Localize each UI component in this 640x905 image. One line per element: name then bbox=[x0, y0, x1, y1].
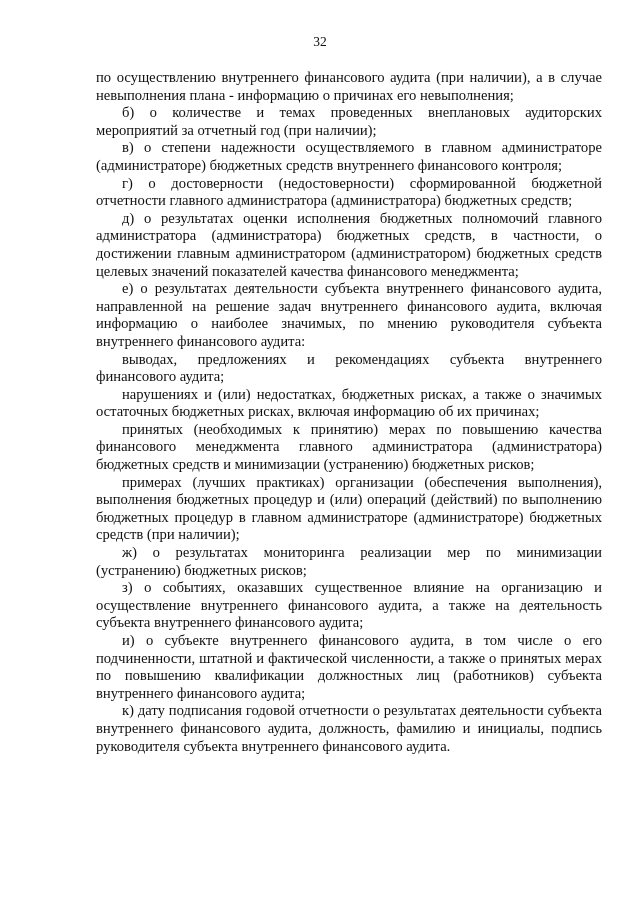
page-number: 32 bbox=[313, 34, 327, 49]
paragraph: нарушениях и (или) недостатках, бюджетных рисках, а также о значимых остаточных бюджетных рисках, включая информацию об их причинах; bbox=[96, 386, 602, 421]
paragraph: г) о достоверности (недостоверности) сформированной бюджетной отчетности главного администратора (администратора) бюджетных средств; bbox=[96, 175, 602, 210]
paragraph: б) о количестве и темах проведенных внеплановых аудиторских мероприятий за отчетный год (при наличии); bbox=[96, 105, 602, 139]
paragraph: з) о событиях, оказавших существенное влияние на организацию и осуществление внутреннего финансового аудита, а также на деятельность субъекта внутреннего финансового аудита; bbox=[96, 580, 602, 632]
paragraph: в) о степени надежности осуществляемого в главном администраторе (администраторе) бюджетных средств внутреннего финансового контроля; bbox=[96, 140, 602, 174]
paragraph: примерах (лучших практиках) организации (обеспечения выполнения), выполнения бюджетных процедур и (или) операций (действий) по выполнению бюджетных процедур в главном администраторе (администраторе) бюджетных средств (при наличии); bbox=[96, 474, 602, 544]
paragraph: и) о субъекте внутреннего финансового аудита, в том числе о его подчиненности, штатной и фактической численности, а также о принятых мерах по повышению квалификации должностных лиц (работников) субъекта внутреннего финансового аудита; bbox=[96, 633, 602, 702]
paragraph: к) дату подписания годовой отчетности о результатах деятельности субъекта внутреннего финансового аудита, должность, фамилию и инициалы, подпись руководителя субъекта внутреннего финансового аудита. bbox=[96, 703, 602, 755]
paragraph: е) о результатах деятельности субъекта внутреннего финансового аудита, направленной на решение задач внутреннего финансового аудита, включая информацию о наиболее значимых, по мнению руководителя субъекта внутреннего финансового аудита: bbox=[96, 281, 602, 350]
paragraph: д) о результатах оценки исполнения бюджетных полномочий главного администратора (администратора) бюджетных средств, в частности, о достижении главным администратором (администратором) бюджетных средств целевых значений показателей качества финансового менеджмента; bbox=[96, 210, 602, 280]
paragraph: по осуществлению внутреннего финансового аудита (при наличии), а в случае невыполнения плана - информацию о причинах его невыполнения; bbox=[96, 70, 602, 104]
paragraph: принятых (необходимых к принятию) мерах по повышению качества финансового менеджмента главного администратора (администратора) бюджетных средств и минимизации (устранению) бюджетных рисков; bbox=[96, 421, 602, 474]
paragraph: выводах, предложениях и рекомендациях субъекта внутреннего финансового аудита; bbox=[96, 351, 602, 386]
document-body bbox=[96, 70, 602, 756]
paragraph: ж) о результатах мониторинга реализации мер по минимизации (устранению) бюджетных рисков; bbox=[96, 545, 602, 579]
